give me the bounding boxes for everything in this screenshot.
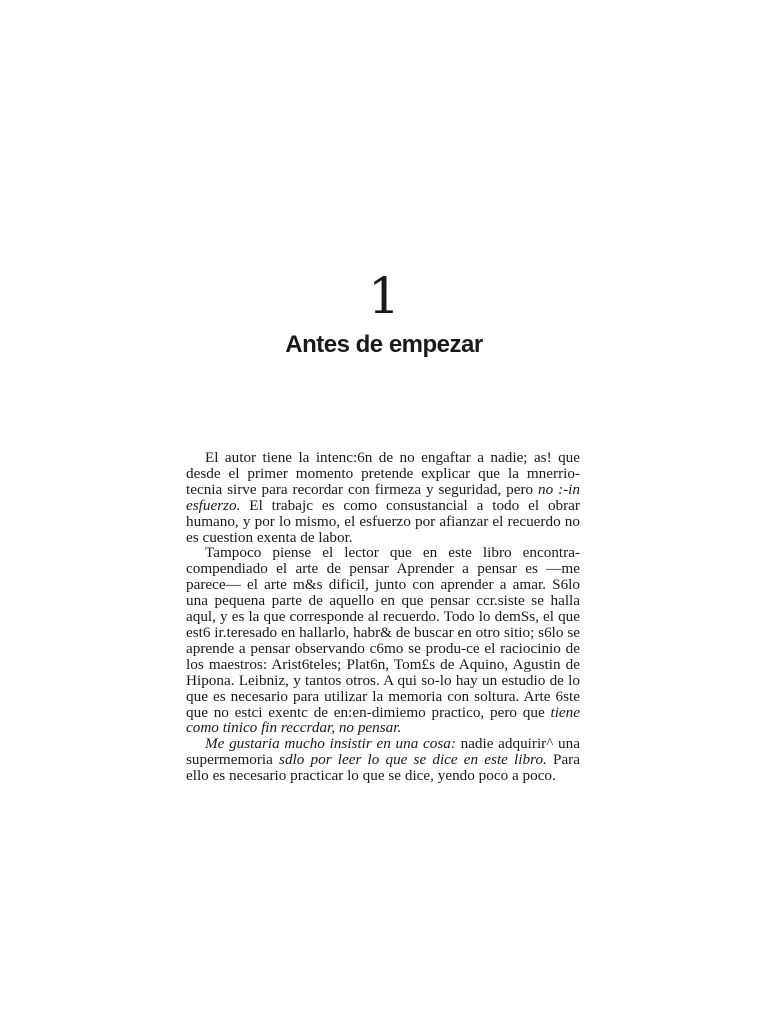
paragraph-intro: [186, 450, 580, 545]
chapter-body: [186, 450, 580, 784]
paragraph-practice: [186, 736, 580, 784]
italic-segment: Me gustaria mucho insistir en una cosa:: [205, 735, 456, 753]
chapter-number: 1: [368, 267, 400, 325]
chapter-title: Antes de empezar: [285, 331, 483, 358]
text-segment: nadie adquirir^ una supermemoria: [186, 735, 580, 769]
italic-segment: sdlo por leer lo que se dice en este libro.: [279, 751, 547, 769]
text-segment: El trabajc es como consustancial a todo el obrar humano, y por lo mismo, el esfuerzo por afianzar el recuerdo no es cuestion exenta de labor.: [186, 496, 580, 546]
text-segment: Para ello es necesario practicar lo que se dice, yendo poco a poco.: [186, 751, 580, 785]
paragraph-thinking: [186, 545, 580, 736]
text-segment: Tampoco piense el lector que en este libro encontra-compendiado el arte de pensar Aprender a pensar es —me parece— el arte m&s dificil, junto con aprender a amar. S6lo una pequena parte de aquello en que pensar ccr.siste se halla aqul, y es la que corresponde al recuerdo. Todo lo demSs, el que est6 ir.teresado en hallarlo, habr& de buscar en otro sitio; s6lo se aprende a pensar observando c6mo se produ-ce el raciocinio de los maestros: Arist6teles; Plat6n, Tom£s de Aquino, Agustin de Hipona. Leibniz, y tantos otros. A qui so-lo hay un estudio de lo que es necesario para utilizar la memoria con soltura. Arte 6ste que no estci exentc de en:en-dimiemo practico, pero que: [186, 544, 580, 721]
italic-segment: no :-in esfuerzo.: [186, 480, 580, 514]
text-segment: El autor tiene la intenc:6n de no engaftar a nadie; as! que desde el primer momento pretende explicar que la mnerrio-tecnia sirve para recordar con firmeza y seguridad, pero: [186, 449, 580, 498]
italic-segment: tiene como tinico fin reccrdar, no pensar.: [186, 703, 580, 737]
